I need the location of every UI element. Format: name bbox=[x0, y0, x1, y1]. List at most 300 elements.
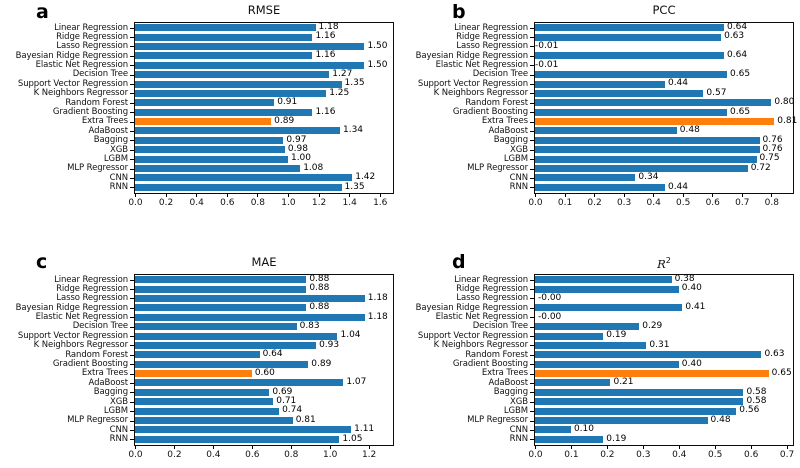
y-axis-label: Linear Regression bbox=[54, 22, 128, 33]
y-axis-label: Bagging bbox=[93, 387, 128, 398]
y-axis-label: Bayesian Ridge Regression bbox=[415, 302, 528, 313]
bar bbox=[135, 342, 316, 349]
y-tick bbox=[130, 122, 134, 123]
y-tick bbox=[130, 298, 134, 299]
bar bbox=[135, 137, 283, 144]
bar-row bbox=[135, 126, 393, 135]
chart-title bbox=[534, 256, 794, 272]
bar-value-label: 0.89 bbox=[274, 115, 295, 126]
y-axis-label: LGBM bbox=[503, 153, 528, 164]
y-axis-label: Support Vector Regression bbox=[17, 78, 128, 89]
plot-area bbox=[134, 274, 394, 446]
bar-value-label: -0.01 bbox=[535, 40, 559, 51]
bar-value-label: 0.44 bbox=[667, 78, 689, 89]
y-tick bbox=[130, 308, 134, 309]
y-axis-label: CNN bbox=[109, 424, 128, 435]
y-tick bbox=[530, 46, 534, 47]
y-axis-label: Elastic Net Regression bbox=[35, 60, 128, 71]
x-tick bbox=[380, 194, 381, 197]
y-tick bbox=[530, 75, 534, 76]
bar-value-label: 1.27 bbox=[332, 68, 353, 79]
bar bbox=[135, 426, 351, 433]
x-tick bbox=[679, 446, 680, 449]
y-tick bbox=[530, 308, 534, 309]
y-axis-label: CNN bbox=[109, 172, 128, 183]
x-tick bbox=[787, 446, 788, 449]
bar-value-label: 0.58 bbox=[746, 386, 767, 397]
y-tick bbox=[130, 112, 134, 113]
bar-value-label: 0.38 bbox=[674, 274, 695, 284]
bar-row bbox=[535, 126, 793, 135]
bar-row bbox=[535, 275, 793, 284]
y-axis-label: Support Vector Regression bbox=[17, 330, 128, 341]
bar bbox=[535, 323, 639, 330]
plot-area bbox=[134, 22, 394, 194]
bar bbox=[135, 184, 342, 191]
y-tick bbox=[130, 374, 134, 375]
y-axis-label: Random Forest bbox=[65, 97, 128, 108]
y-axis-label: RNN bbox=[509, 182, 528, 193]
y-tick bbox=[130, 56, 134, 57]
x-tick bbox=[330, 446, 331, 449]
bar-value-label: 0.48 bbox=[679, 125, 700, 136]
y-tick bbox=[530, 289, 534, 290]
y-tick bbox=[530, 327, 534, 328]
bar-value-label: 0.83 bbox=[299, 320, 320, 331]
bar-row bbox=[535, 303, 793, 312]
y-tick bbox=[530, 439, 534, 440]
x-tick bbox=[683, 194, 684, 197]
y-tick bbox=[130, 93, 134, 94]
bar-value-label: 0.41 bbox=[685, 302, 706, 313]
y-tick bbox=[130, 364, 134, 365]
bar-row bbox=[135, 61, 393, 70]
bar bbox=[135, 295, 365, 302]
bar bbox=[535, 99, 771, 106]
x-tick-label: 0.4 bbox=[672, 450, 687, 460]
bar bbox=[535, 370, 769, 377]
bar bbox=[535, 398, 743, 405]
bar-value-label: 0.48 bbox=[710, 414, 731, 425]
x-tick-label: 0.0 bbox=[528, 450, 543, 460]
bar bbox=[535, 426, 571, 433]
bar bbox=[135, 408, 279, 415]
y-tick bbox=[530, 56, 534, 57]
y-axis-label: Gradient Boosting bbox=[52, 359, 128, 369]
bar-value-label: 1.05 bbox=[342, 433, 363, 444]
bar-value-label: 1.11 bbox=[354, 424, 375, 435]
bar bbox=[135, 276, 306, 283]
y-axis-label: XGB bbox=[110, 396, 128, 407]
chart-title: RMSE bbox=[247, 3, 281, 17]
bar-row bbox=[535, 51, 793, 60]
bar-value-label: 1.18 bbox=[367, 311, 388, 322]
bar-row bbox=[535, 284, 793, 293]
bar-value-label: 0.40 bbox=[681, 283, 702, 294]
x-tick-label: 0.0 bbox=[128, 450, 143, 460]
bar-value-label: 0.88 bbox=[309, 283, 330, 294]
y-tick bbox=[530, 383, 534, 384]
x-tick-label: 0.4 bbox=[189, 198, 204, 208]
bar-value-label: 0.31 bbox=[649, 339, 670, 350]
bar-value-label: 0.64 bbox=[727, 50, 748, 61]
bar bbox=[535, 417, 708, 424]
bar-value-label: 0.88 bbox=[309, 302, 330, 313]
bar-row bbox=[135, 51, 393, 60]
bar bbox=[135, 174, 352, 181]
bar bbox=[535, 52, 724, 59]
y-axis-label: XGB bbox=[110, 144, 128, 155]
bar-row bbox=[535, 79, 793, 88]
bar bbox=[135, 99, 274, 106]
y-tick bbox=[130, 345, 134, 346]
bar bbox=[535, 351, 761, 358]
y-tick bbox=[130, 336, 134, 337]
y-tick bbox=[130, 402, 134, 403]
y-tick bbox=[130, 103, 134, 104]
bar-value-label: 1.34 bbox=[342, 125, 364, 136]
x-tick-label: 0.6 bbox=[743, 450, 759, 460]
x-tick bbox=[535, 194, 536, 197]
bar bbox=[535, 71, 727, 78]
y-tick bbox=[130, 280, 134, 281]
y-tick bbox=[130, 28, 134, 29]
bar-value-label: 0.65 bbox=[730, 106, 751, 117]
y-tick bbox=[530, 421, 534, 422]
bar-value-label: 0.65 bbox=[730, 68, 751, 79]
y-tick bbox=[530, 159, 534, 160]
y-tick bbox=[530, 187, 534, 188]
panel-letter: c bbox=[36, 251, 48, 273]
bar bbox=[535, 286, 679, 293]
y-tick bbox=[530, 84, 534, 85]
bar-row bbox=[535, 136, 793, 145]
bar-value-label: 0.93 bbox=[319, 339, 340, 350]
bar-value-label: 0.80 bbox=[774, 97, 795, 108]
y-tick bbox=[130, 169, 134, 170]
bar bbox=[135, 398, 273, 405]
x-tick-label: 0.7 bbox=[779, 450, 795, 460]
y-axis-label: Decision Tree bbox=[72, 69, 128, 80]
bar bbox=[535, 184, 665, 191]
y-tick bbox=[530, 345, 534, 346]
x-tick-label: 0.6 bbox=[705, 198, 720, 208]
bar-value-label: 1.00 bbox=[290, 153, 312, 164]
y-axis-label: Bayesian Ridge Regression bbox=[15, 50, 128, 61]
y-tick bbox=[130, 159, 134, 160]
y-axis-label: LGBM bbox=[103, 153, 128, 164]
bar bbox=[135, 109, 312, 116]
y-tick bbox=[130, 65, 134, 66]
bar-row bbox=[135, 79, 393, 88]
bar-row bbox=[135, 89, 393, 98]
bar bbox=[135, 81, 342, 88]
y-axis-label: AdaBoost bbox=[488, 377, 528, 388]
y-tick bbox=[530, 37, 534, 38]
x-tick bbox=[252, 446, 253, 449]
y-axis-label: AdaBoost bbox=[88, 377, 128, 388]
y-axis-label: Elastic Net Regression bbox=[435, 312, 528, 323]
x-tick bbox=[742, 194, 743, 197]
bar-value-label: 1.42 bbox=[355, 172, 376, 183]
bar-value-label: 0.57 bbox=[706, 87, 727, 98]
bar-value-label: 0.91 bbox=[277, 97, 298, 108]
y-tick bbox=[530, 364, 534, 365]
x-tick-label: 0.3 bbox=[616, 198, 632, 208]
bar bbox=[535, 90, 703, 97]
bar-row bbox=[535, 435, 793, 444]
bar-row bbox=[535, 115, 798, 126]
y-axis-label: AdaBoost bbox=[88, 125, 128, 136]
x-tick-label: 1.4 bbox=[342, 198, 357, 208]
y-tick bbox=[130, 355, 134, 356]
x-tick bbox=[571, 446, 572, 449]
bar-row bbox=[535, 173, 793, 182]
bar-value-label: 1.50 bbox=[367, 59, 388, 70]
bar bbox=[535, 146, 760, 153]
y-axis-label: MLP Regressor bbox=[67, 415, 128, 426]
x-tick bbox=[174, 446, 175, 449]
chart-title: MAE bbox=[251, 255, 277, 269]
y-axis-label: AdaBoost bbox=[488, 125, 528, 136]
bar-row bbox=[535, 350, 793, 359]
y-axis-label: Gradient Boosting bbox=[52, 107, 128, 117]
bar bbox=[135, 52, 312, 59]
y-tick bbox=[530, 103, 534, 104]
bar-value-label: 0.74 bbox=[282, 405, 303, 416]
bar-row bbox=[535, 98, 793, 107]
y-tick bbox=[530, 93, 534, 94]
y-axis-label: RNN bbox=[109, 182, 128, 193]
plot-area bbox=[534, 274, 794, 446]
y-tick bbox=[130, 327, 134, 328]
y-tick bbox=[530, 178, 534, 179]
bar-row bbox=[535, 294, 793, 303]
bar bbox=[535, 24, 724, 31]
y-axis-label: Random Forest bbox=[465, 349, 528, 360]
x-tick bbox=[535, 446, 536, 449]
x-tick-label: 0.0 bbox=[128, 198, 143, 208]
bar-row bbox=[535, 42, 793, 51]
bar-row bbox=[535, 145, 793, 154]
bar-row bbox=[135, 108, 393, 117]
y-axis-label: Random Forest bbox=[65, 349, 128, 360]
y-axis-label: MLP Regressor bbox=[467, 415, 528, 426]
x-tick-label: 0.0 bbox=[528, 198, 543, 208]
y-axis-label: Bayesian Ridge Regression bbox=[15, 302, 128, 313]
bar-row bbox=[135, 350, 393, 359]
y-tick bbox=[130, 289, 134, 290]
bar-value-label: 0.65 bbox=[771, 367, 792, 378]
y-tick bbox=[130, 150, 134, 151]
panel-d bbox=[400, 234, 800, 468]
x-tick bbox=[227, 194, 228, 197]
bar bbox=[135, 314, 365, 321]
y-tick bbox=[130, 131, 134, 132]
x-tick-label: 1.0 bbox=[281, 198, 296, 208]
bar-row bbox=[535, 164, 793, 173]
bar-row bbox=[135, 435, 393, 444]
title-math-base: R bbox=[657, 256, 666, 271]
y-axis-label: Gradient Boosting bbox=[452, 107, 528, 117]
x-tick bbox=[135, 446, 136, 449]
y-axis-label: Extra Trees bbox=[481, 368, 528, 379]
y-axis-label: RNN bbox=[509, 434, 528, 445]
bar bbox=[135, 286, 306, 293]
bar-value-label: 0.19 bbox=[606, 433, 627, 444]
y-axis-label: XGB bbox=[510, 144, 528, 155]
bar bbox=[535, 436, 603, 443]
y-tick bbox=[130, 178, 134, 179]
x-tick bbox=[565, 194, 566, 197]
bar bbox=[535, 361, 679, 368]
x-tick-label: 1.2 bbox=[361, 450, 377, 460]
x-tick-label: 0.6 bbox=[245, 450, 260, 460]
chart-title: PCC bbox=[652, 3, 676, 17]
bar bbox=[135, 43, 364, 50]
panel-letter: b bbox=[452, 1, 466, 23]
y-tick bbox=[130, 84, 134, 85]
bar bbox=[535, 118, 774, 125]
y-axis-label: K Neighbors Regressor bbox=[433, 340, 528, 351]
bar-value-label: 1.50 bbox=[367, 40, 388, 51]
bar bbox=[135, 62, 364, 69]
x-tick-label: 1.0 bbox=[323, 450, 338, 460]
bar-row bbox=[135, 32, 393, 41]
x-tick-label: 0.8 bbox=[284, 450, 299, 460]
y-tick bbox=[530, 430, 534, 431]
y-axis-label: Elastic Net Regression bbox=[35, 312, 128, 323]
y-axis-label: LGBM bbox=[503, 405, 528, 416]
bar-value-label: 0.75 bbox=[759, 153, 780, 164]
x-tick-label: 0.5 bbox=[676, 198, 691, 208]
x-tick-label: 0.5 bbox=[708, 450, 723, 460]
bar-value-label: 0.81 bbox=[295, 414, 316, 425]
x-tick bbox=[653, 194, 654, 197]
bar-row bbox=[535, 341, 793, 350]
bar-value-label: 0.81 bbox=[777, 115, 798, 126]
y-tick bbox=[130, 75, 134, 76]
y-axis-label: Extra Trees bbox=[81, 116, 128, 127]
x-tick bbox=[166, 194, 167, 197]
bar-row bbox=[535, 322, 793, 331]
bar-value-label: 1.35 bbox=[344, 78, 365, 89]
bar-value-label: 0.60 bbox=[254, 367, 275, 378]
bar-value-label: 0.64 bbox=[727, 22, 748, 32]
bar bbox=[135, 24, 316, 31]
y-tick bbox=[530, 28, 534, 29]
bar-row bbox=[535, 70, 793, 79]
y-axis-label: Bagging bbox=[493, 135, 528, 146]
bar-value-label: -0.00 bbox=[538, 292, 562, 303]
y-axis-label: Ridge Regression bbox=[56, 283, 128, 294]
y-axis-label: Ridge Regression bbox=[456, 31, 528, 42]
x-tick-label: 0.8 bbox=[250, 198, 266, 208]
bar-value-label: 0.44 bbox=[667, 181, 689, 192]
y-tick bbox=[530, 392, 534, 393]
y-axis-label: Bagging bbox=[93, 135, 128, 146]
x-tick-label: 0.1 bbox=[557, 198, 573, 208]
y-tick bbox=[130, 46, 134, 47]
bar-value-label: 0.98 bbox=[287, 144, 308, 155]
y-tick bbox=[130, 187, 134, 188]
y-tick bbox=[530, 112, 534, 113]
y-tick bbox=[530, 140, 534, 141]
bar bbox=[535, 127, 677, 134]
bar-value-label: 1.04 bbox=[340, 330, 361, 341]
bar-row bbox=[135, 23, 393, 32]
y-tick bbox=[130, 421, 134, 422]
y-axis-label: Gradient Boosting bbox=[452, 359, 528, 369]
y-axis-label: Lasso Regression bbox=[56, 41, 128, 52]
bar bbox=[135, 146, 285, 153]
panel-a bbox=[0, 0, 400, 234]
bar-value-label: 1.07 bbox=[346, 377, 367, 388]
x-tick bbox=[319, 194, 320, 197]
bar bbox=[135, 370, 252, 377]
x-tick bbox=[369, 446, 370, 449]
y-tick bbox=[130, 439, 134, 440]
panel-b bbox=[400, 0, 800, 234]
y-axis-label: K Neighbors Regressor bbox=[33, 340, 128, 351]
bar-value-label: 0.69 bbox=[272, 386, 293, 397]
bar-row bbox=[135, 42, 393, 51]
bar-value-label: 0.19 bbox=[606, 330, 627, 341]
y-tick bbox=[530, 150, 534, 151]
x-tick-label: 0.2 bbox=[158, 198, 174, 208]
bar-value-label: 0.97 bbox=[286, 134, 307, 145]
y-axis-label: MLP Regressor bbox=[467, 163, 528, 174]
bar bbox=[135, 361, 308, 368]
y-axis-label: Lasso Regression bbox=[56, 293, 128, 304]
bar-value-label: 0.63 bbox=[764, 349, 785, 360]
bar bbox=[535, 81, 665, 88]
bar-value-label: 1.16 bbox=[315, 106, 336, 117]
panel-c bbox=[0, 234, 400, 468]
bar-row bbox=[135, 136, 393, 145]
y-axis-label: Ridge Regression bbox=[56, 31, 128, 42]
y-axis-label: Lasso Regression bbox=[456, 293, 528, 304]
bar-value-label: 1.25 bbox=[329, 87, 350, 98]
bar-value-label: 0.76 bbox=[762, 134, 783, 145]
y-tick bbox=[130, 383, 134, 384]
bar bbox=[535, 276, 672, 283]
x-tick-label: 0.4 bbox=[206, 450, 221, 460]
title-math-exponent: 2 bbox=[665, 256, 671, 265]
bar-row bbox=[135, 284, 393, 293]
bar-value-label: 1.16 bbox=[315, 50, 336, 61]
y-axis-label: MLP Regressor bbox=[67, 163, 128, 174]
bar bbox=[135, 127, 340, 134]
bar-row bbox=[535, 425, 793, 434]
y-axis-label: LGBM bbox=[103, 405, 128, 416]
y-tick bbox=[130, 37, 134, 38]
y-axis-label: K Neighbors Regressor bbox=[33, 88, 128, 99]
x-tick bbox=[196, 194, 197, 197]
y-tick bbox=[530, 65, 534, 66]
x-tick-label: 0.2 bbox=[600, 450, 615, 460]
x-tick bbox=[624, 194, 625, 197]
bar bbox=[135, 71, 329, 78]
y-tick bbox=[530, 122, 534, 123]
x-tick-label: 0.6 bbox=[220, 198, 235, 208]
y-axis-label: CNN bbox=[509, 172, 528, 183]
y-axis-label: Linear Regression bbox=[454, 274, 528, 285]
bar-value-label: -0.00 bbox=[538, 311, 562, 322]
y-axis-label: RNN bbox=[109, 434, 128, 445]
bar bbox=[535, 333, 603, 340]
y-tick bbox=[530, 317, 534, 318]
